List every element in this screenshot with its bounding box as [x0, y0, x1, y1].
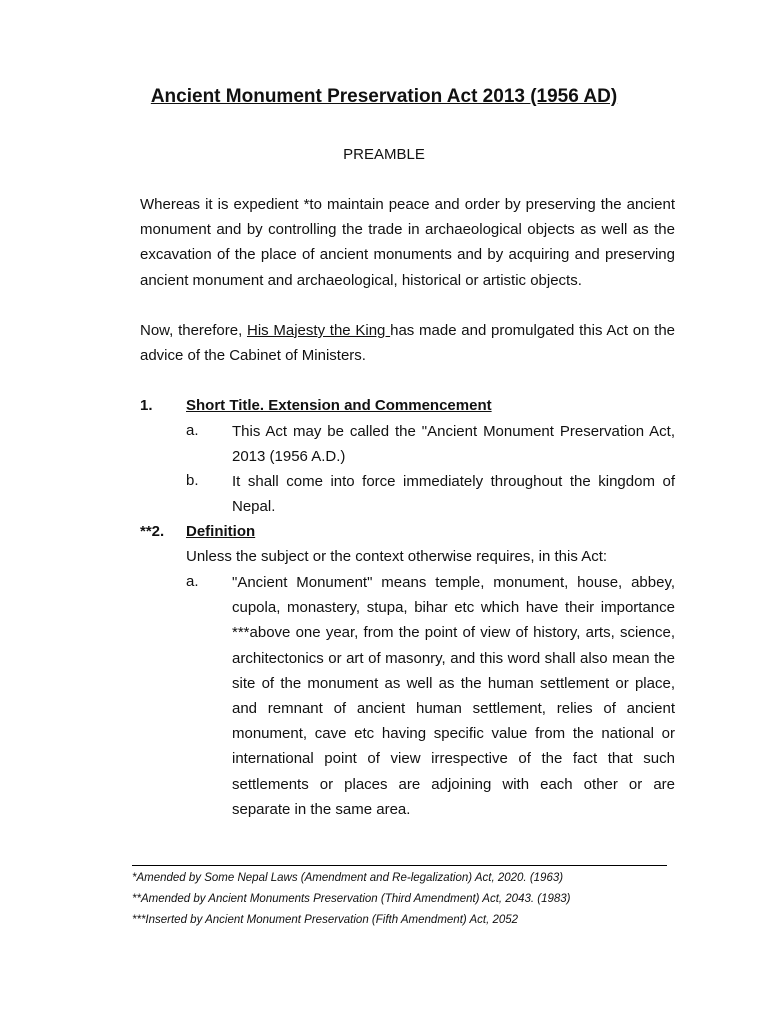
section-1a-text: This Act may be called the "Ancient Monument Preservation Act, 2013 (1956 A.D.) — [232, 423, 675, 466]
section-2-intro: Unless the subject or the context otherwise requires, in this Act: — [186, 548, 608, 565]
section-1b-text: It shall come into force immediately throughout the kingdom of Nepal. — [232, 473, 675, 516]
enactment-text-start: Now, therefore, — [140, 322, 247, 339]
enactment-paragraph — [140, 318, 675, 368]
section-2-title: Definition — [186, 523, 256, 540]
footnote-1: *Amended by Some Nepal Laws (Amendment and Re-legalization) Act, 2020. (1963) — [132, 872, 564, 884]
preamble-paragraph: Whereas it is expedient *to maintain peace and order by preserving the ancient monument and by controlling the trade in archaeological objects as well as the excavation of the place of ancient monuments and by acquiring and preserving ancient monument and archaeological, historical or artistic objects. — [140, 196, 675, 289]
footnote-divider — [132, 865, 667, 866]
section-2a-letter: a. — [186, 573, 199, 590]
enactment-text-end: has made and promulgated this Act on the advice of the Cabinet of Ministers. — [140, 322, 676, 365]
footnote-3: ***Inserted by Ancient Monument Preservation (Fifth Amendment) Act, 2052 — [132, 914, 519, 926]
document-title: Ancient Monument Preservation Act 2013 (1956 AD) — [150, 86, 618, 107]
footnote-2: **Amended by Ancient Monuments Preservation (Third Amendment) Act, 2043. (1983) — [132, 893, 571, 905]
section-2-number: **2. — [140, 523, 165, 540]
section-1-number: 1. — [140, 397, 153, 414]
preamble-heading: PREAMBLE — [343, 146, 425, 163]
section-1-title: Short Title. Extension and Commencement — [186, 397, 492, 414]
his-majesty-link[interactable]: His Majesty the King — [247, 322, 391, 339]
section-1b-letter: b. — [186, 472, 199, 489]
section-1a-letter: a. — [186, 422, 199, 439]
section-2a-text: "Ancient Monument" means temple, monument, house, abbey, cupola, monastery, stupa, bihar etc which have their importance ***above one year, from the point of view of history, arts, science, architectonics or art of masonry, and this word shall also mean the site of the monument as well as the human settlement or place, and remnant of ancient human settlement, relies of ancient monument, cave etc having specific value from the national or international point of view irrespective of the fact that such settlements or places are adjoining with each other or are separate in the same area. — [232, 574, 675, 818]
